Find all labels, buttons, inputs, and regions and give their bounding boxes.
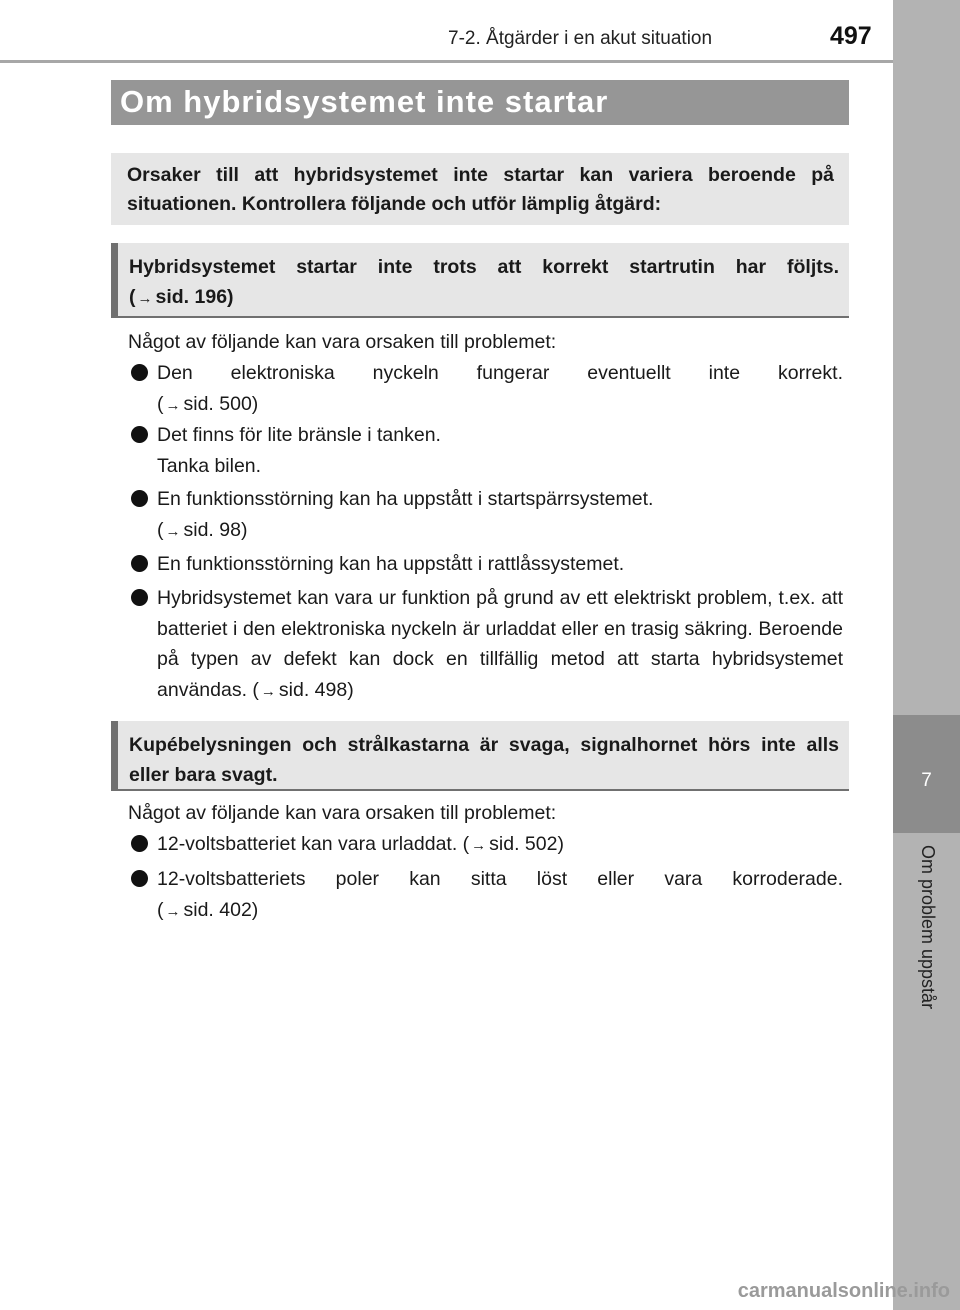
list-item-text [157,829,843,862]
running-header-section: 7-2. Åtgärder i en akut situation [448,28,713,49]
list-item-body: Hybridsystemet kan vara ur funktion på grund av ett elektriskt problem, t.ex. att batteriet i den elektroniska nyckeln är urladdat eller en trasig säkring. Beroende på typen av defekt kan dock en tillfällig metod att starta hybridsystemet användas. ( [157,587,843,701]
section2-heading: Kupébelysningen och strålkastarna är svaga, signalhornet hörs inte alls eller bara svagt. [111,721,849,791]
right-arrow-icon: → [165,522,181,540]
bullet-dot-icon [131,589,148,606]
bullet-dot-icon [131,426,148,443]
chapter-title: Om problem uppstår [918,845,938,1010]
list-item-ref-text: sid. 500) [183,392,259,415]
list-item-text: Den elektroniska nyckeln fungerar eventuellt inte korrekt. [157,362,843,384]
bullet-dot-icon [131,364,148,381]
list-item-ref [157,895,843,928]
list-item-ref-text: sid. 98) [183,518,248,541]
list-item-text: Det finns för lite bränsle i tanken. [157,424,441,446]
list-item [128,583,843,707]
right-arrow-icon: → [165,902,181,920]
list-item-body: 12-voltsbatteriet kan vara urladdat. ( [157,833,470,855]
intro-box: Orsaker till att hybridsystemet inte startar kan variera beroende på situationen. Kontrollera följande och utför lämplig åtgärd: [111,153,849,225]
right-arrow-icon: → [137,290,153,307]
right-arrow-icon: → [165,396,181,414]
list-item-ref [157,515,843,548]
section1-heading-ref-text: sid. 196) [155,286,234,308]
section2-lead: Något av följande kan vara orsaken till problemet: [128,802,557,824]
list-item-text: 12-voltsbatteriets poler kan sitta löst eller vara korroderade. [157,868,843,890]
section1-heading-ref-open: ( [129,286,136,308]
list-item-ref-text: sid. 498) [278,678,354,701]
list-item-ref-open: ( [157,392,164,415]
right-arrow-icon: → [471,837,487,854]
list-item-text: En funktionsstörning kan ha uppstått i startspärrsystemet. [157,488,654,510]
list-item [128,549,843,580]
list-item [128,864,843,927]
list-item-ref-text: sid. 502) [489,833,564,855]
list-item [128,420,843,481]
list-item-text [157,583,843,707]
bullet-dot-icon [131,555,148,572]
header-divider [0,60,893,63]
right-arrow-icon: → [260,682,276,700]
watermark: carmanualsonline.info [737,1280,950,1302]
list-item-subtext: Tanka bilen. [157,454,262,477]
section1-lead: Något av följande kan vara orsaken till problemet: [128,331,557,353]
chapter-sidebar [893,0,960,1310]
section1-heading-ref [129,282,839,314]
page-title: Om hybridsystemet inte startar [111,80,849,125]
list-item-ref [157,389,843,422]
list-item [128,484,843,547]
bullet-dot-icon [131,490,148,507]
page-number: 497 [830,22,872,50]
bullet-dot-icon [131,835,148,852]
section1-heading-text: Hybridsystemet startar inte trots att korrekt startrutin har följts. [129,256,839,278]
section1-heading [111,243,849,318]
list-item-ref-open: ( [157,898,164,921]
chapter-number: 7 [921,770,932,791]
list-item-ref-text: sid. 402) [183,898,259,921]
list-item-text: En funktionsstörning kan ha uppstått i rattlåssystemet. [157,553,625,575]
list-item [128,829,843,862]
bullet-dot-icon [131,870,148,887]
list-item-ref-open: ( [157,518,164,541]
list-item [128,358,843,421]
